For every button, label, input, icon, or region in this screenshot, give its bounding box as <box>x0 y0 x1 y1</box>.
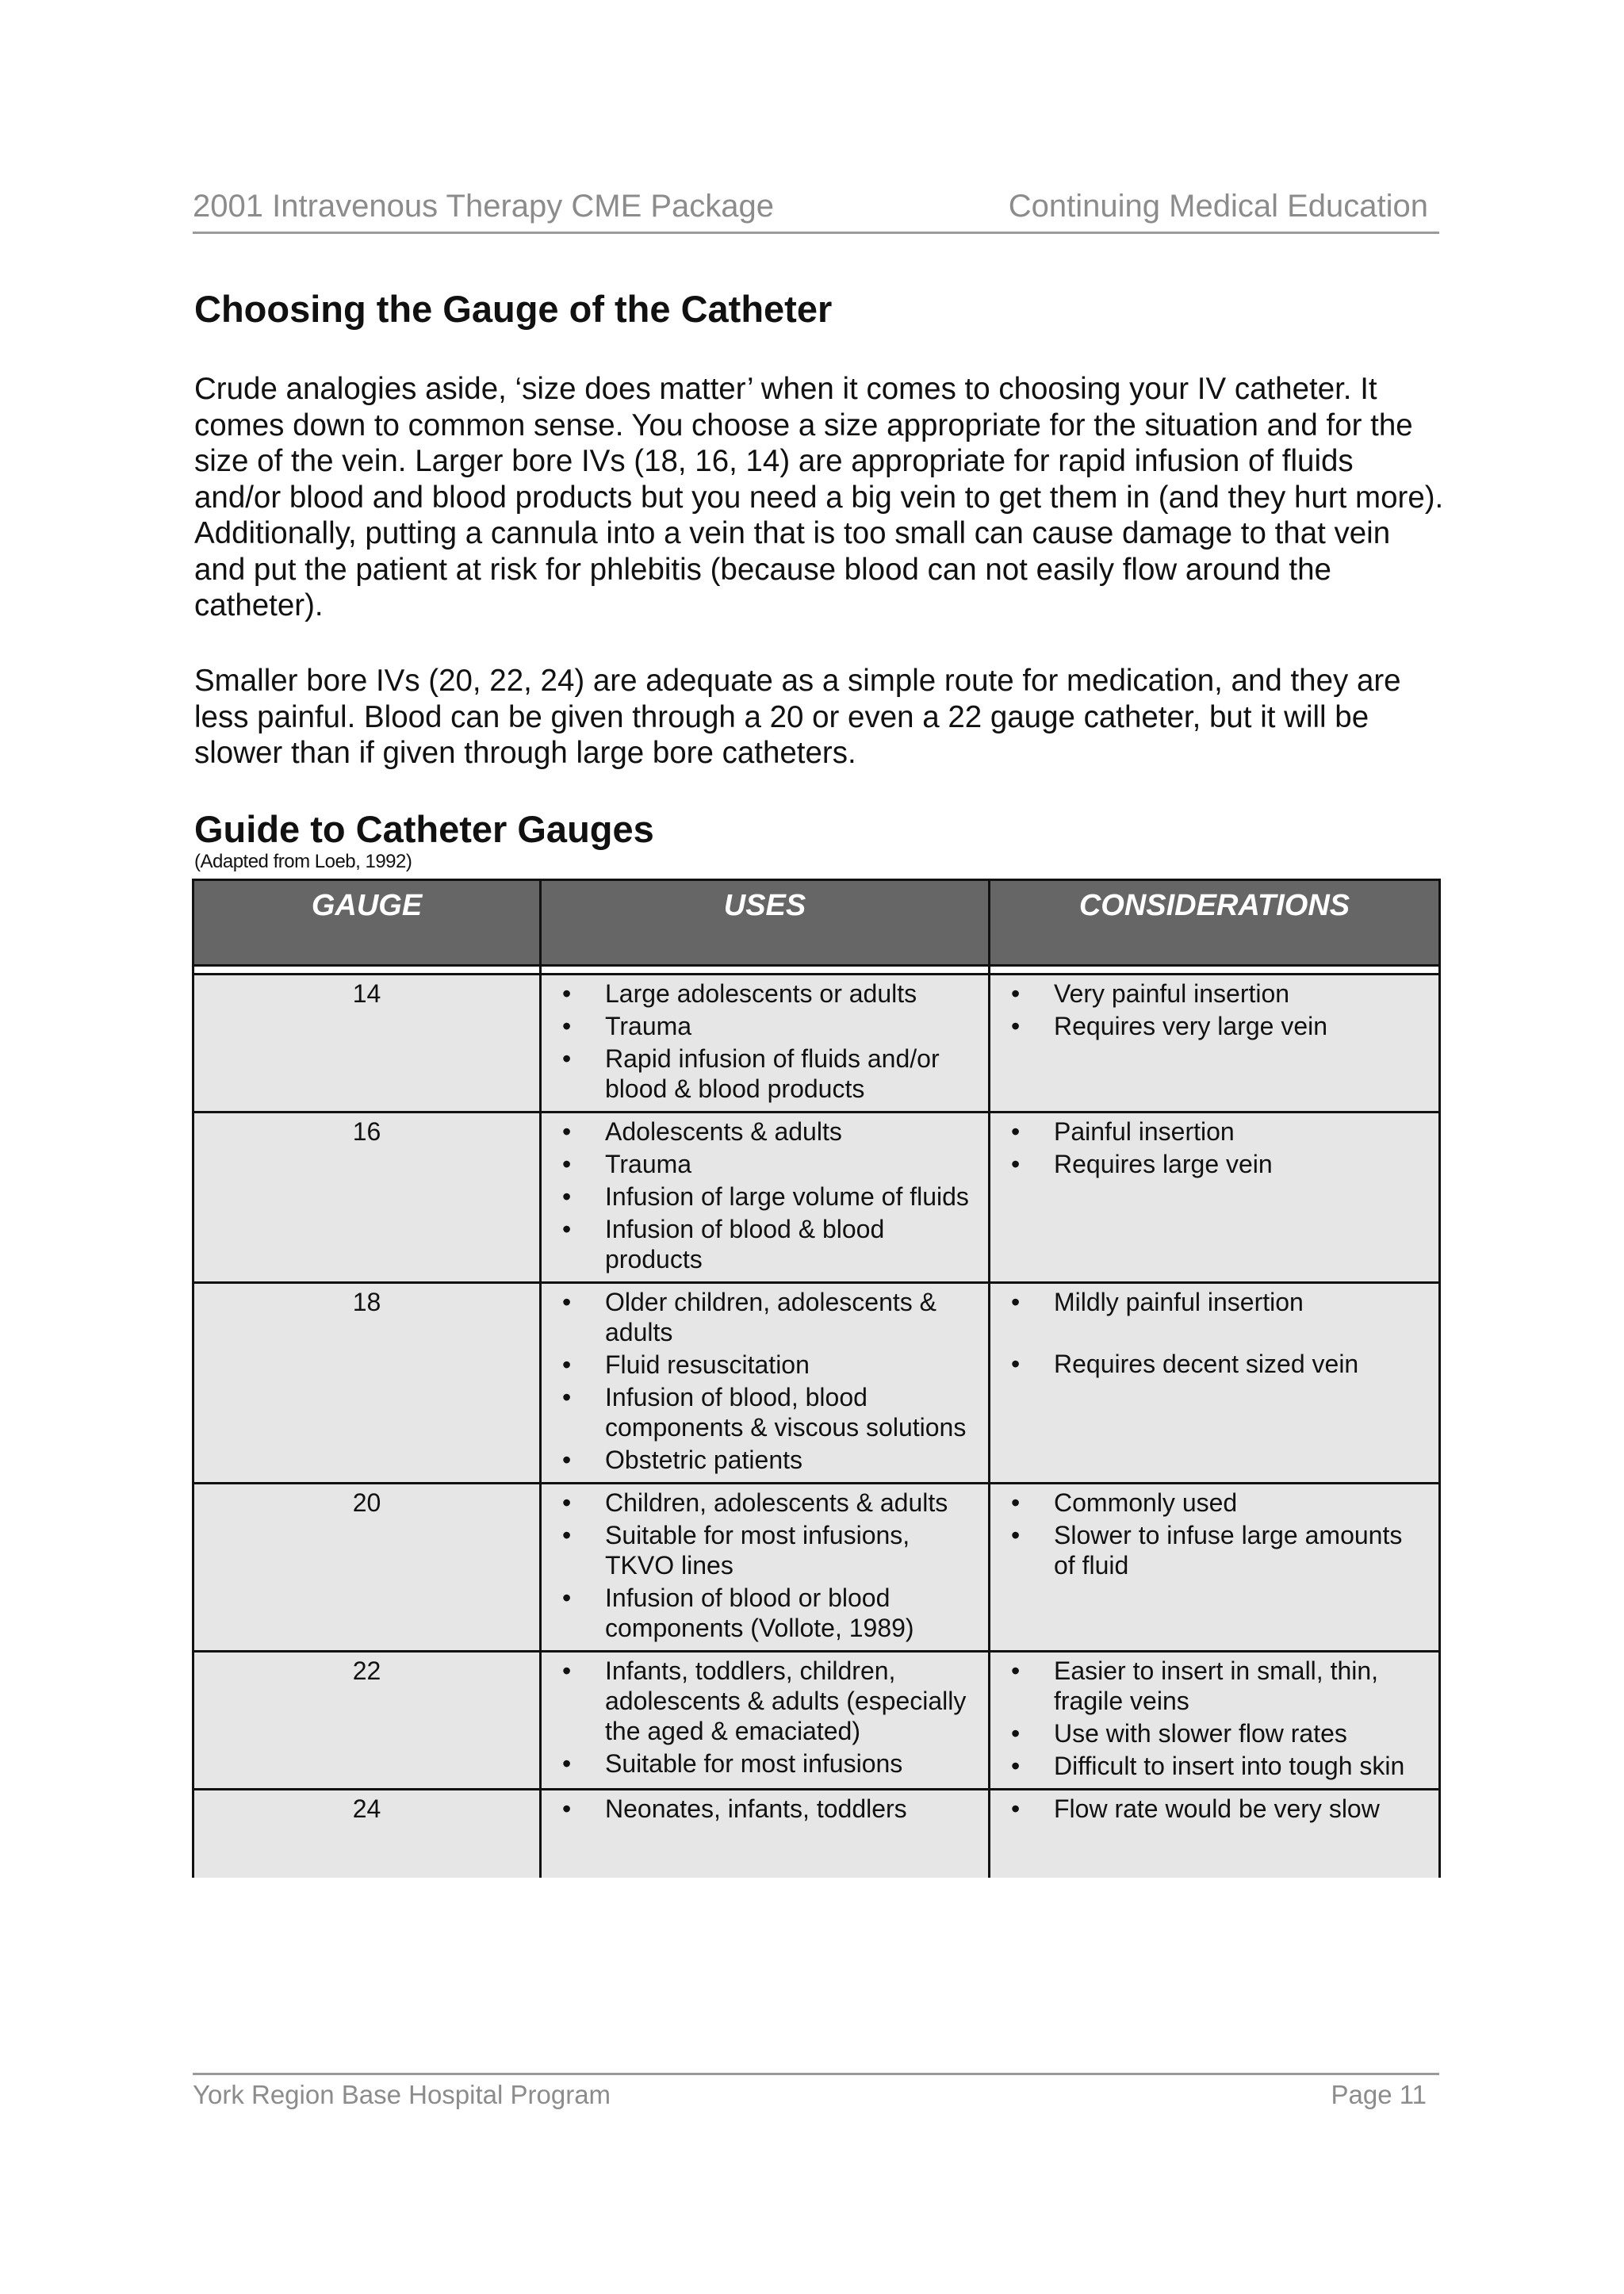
considerations-list-item: • Easier to insert in small, thin, fragile veins <box>990 1656 1438 1716</box>
table-title: Guide to Catheter Gauges <box>194 808 654 850</box>
uses-list-item: • Infusion of blood, blood components & viscous solutions <box>542 1382 988 1442</box>
uses-list-item: • Large adolescents or adults <box>542 978 988 1009</box>
uses-list-item: • Adolescents & adults <box>542 1116 988 1147</box>
table-row <box>193 975 1440 1113</box>
considerations-list <box>990 1116 1438 1179</box>
considerations-cell <box>990 975 1440 1113</box>
second-paragraph: Smaller bore IVs (20, 22, 24) are adequate as a simple route for medication, and they are less painful. Blood can be given through a 20 or even a 22 gauge catheter, but it will be slower than if given through large bore catheters. <box>194 664 1401 770</box>
gauge-cell: 16 <box>193 1113 541 1283</box>
considerations-cell <box>990 1484 1440 1652</box>
considerations-list-item: • Painful insertion <box>990 1116 1438 1147</box>
gauge-cell: 22 <box>193 1652 541 1790</box>
considerations-cell <box>990 1790 1440 1878</box>
considerations-list-item: • Slower to infuse large amounts of fluid <box>990 1520 1438 1580</box>
uses-list <box>542 978 988 1104</box>
uses-list <box>542 1116 988 1274</box>
uses-list-item: • Infusion of blood & blood products <box>542 1214 988 1274</box>
considerations-list-item: • Commonly used <box>990 1488 1438 1518</box>
uses-list-item: • Rapid infusion of fluids and/or blood & blood products <box>542 1044 988 1104</box>
gauge-cell: 14 <box>193 975 541 1113</box>
page-header <box>193 184 1439 234</box>
section-title: Choosing the Gauge of the Catheter <box>194 288 833 330</box>
table-header-row <box>193 880 1440 966</box>
considerations-list-item: • Flow rate would be very slow <box>990 1794 1438 1824</box>
considerations-list-item: • Use with slower flow rates <box>990 1718 1438 1748</box>
table-row <box>193 1113 1440 1283</box>
header-gauge: GAUGE <box>193 880 541 966</box>
header-document-title: 2001 Intravenous Therapy CME Package <box>193 189 775 224</box>
header-considerations: CONSIDERATIONS <box>990 880 1440 966</box>
table-row <box>193 1484 1440 1652</box>
uses-cell <box>541 1283 990 1484</box>
considerations-list-item: • Requires very large vein <box>990 1011 1438 1041</box>
considerations-list-item: • Very painful insertion <box>990 978 1438 1009</box>
uses-list-item: • Trauma <box>542 1149 988 1179</box>
footer-program-name: York Region Base Hospital Program <box>193 2080 611 2109</box>
uses-list <box>542 1488 988 1643</box>
gauge-cell: 18 <box>193 1283 541 1484</box>
considerations-list <box>990 1287 1438 1379</box>
catheter-gauge-table <box>192 879 1441 1878</box>
uses-cell <box>541 1652 990 1790</box>
intro-paragraph: Crude analogies aside, ‘size does matter’ when it comes to choosing your IV catheter. It comes down to common sense. You choose a size appropriate for the situation and for the size of the vein. Larger bore IVs (18, 16, 14) are appropriate for rapid infusion of fluids and/or blood and blood products but you need a big vein to get them in (and they hurt more). Additionally, putting a cannula into a vein that is too small can cause damage to that vein and put the patient at risk for phlebitis (because blood can not easily flow around the catheter). <box>194 372 1444 622</box>
considerations-list-item: • Requires large vein <box>990 1149 1438 1179</box>
table-row <box>193 1283 1440 1484</box>
uses-list-item: • Fluid resuscitation <box>542 1350 988 1380</box>
uses-list-item: • Children, adolescents & adults <box>542 1488 988 1518</box>
uses-list <box>542 1287 988 1475</box>
considerations-cell <box>990 1113 1440 1283</box>
uses-list-item: • Suitable for most infusions, TKVO lines <box>542 1520 988 1580</box>
uses-cell <box>541 975 990 1113</box>
gauge-cell: 20 <box>193 1484 541 1652</box>
considerations-list <box>990 978 1438 1041</box>
uses-cell <box>541 1790 990 1878</box>
page-number: Page 11 <box>1331 2080 1427 2109</box>
page-footer <box>193 2073 1439 2115</box>
uses-list-item: • Neonates, infants, toddlers <box>542 1794 988 1824</box>
considerations-cell <box>990 1652 1440 1790</box>
considerations-list <box>990 1794 1438 1824</box>
uses-list-item: • Infusion of blood or blood components (Vollote, 1989) <box>542 1583 988 1643</box>
uses-cell <box>541 1113 990 1283</box>
considerations-list <box>990 1488 1438 1580</box>
uses-list-item: • Older children, adolescents & adults <box>542 1287 988 1347</box>
uses-list-item: • Obstetric patients <box>542 1445 988 1475</box>
uses-list-item: • Trauma <box>542 1011 988 1041</box>
table-row <box>193 1652 1440 1790</box>
uses-list-item: • Infusion of large volume of fluids <box>542 1181 988 1212</box>
considerations-list <box>990 1656 1438 1781</box>
uses-list <box>542 1656 988 1779</box>
considerations-list-item: • Requires decent sized vein <box>990 1349 1438 1379</box>
table-caption: (Adapted from Loeb, 1992) <box>194 851 412 872</box>
considerations-list-item: • Mildly painful insertion <box>990 1287 1438 1317</box>
header-section-name: Continuing Medical Education <box>1008 189 1428 224</box>
uses-list <box>542 1794 988 1824</box>
uses-cell <box>541 1484 990 1652</box>
gauge-cell: 24 <box>193 1790 541 1878</box>
table-row <box>193 1790 1440 1878</box>
uses-list-item: • Infants, toddlers, children, adolescents & adults (especially the aged & emaciated) <box>542 1656 988 1746</box>
considerations-cell <box>990 1283 1440 1484</box>
uses-list-item: • Suitable for most infusions <box>542 1748 988 1779</box>
considerations-list-item: • Difficult to insert into tough skin <box>990 1751 1438 1781</box>
header-uses: USES <box>541 880 990 966</box>
